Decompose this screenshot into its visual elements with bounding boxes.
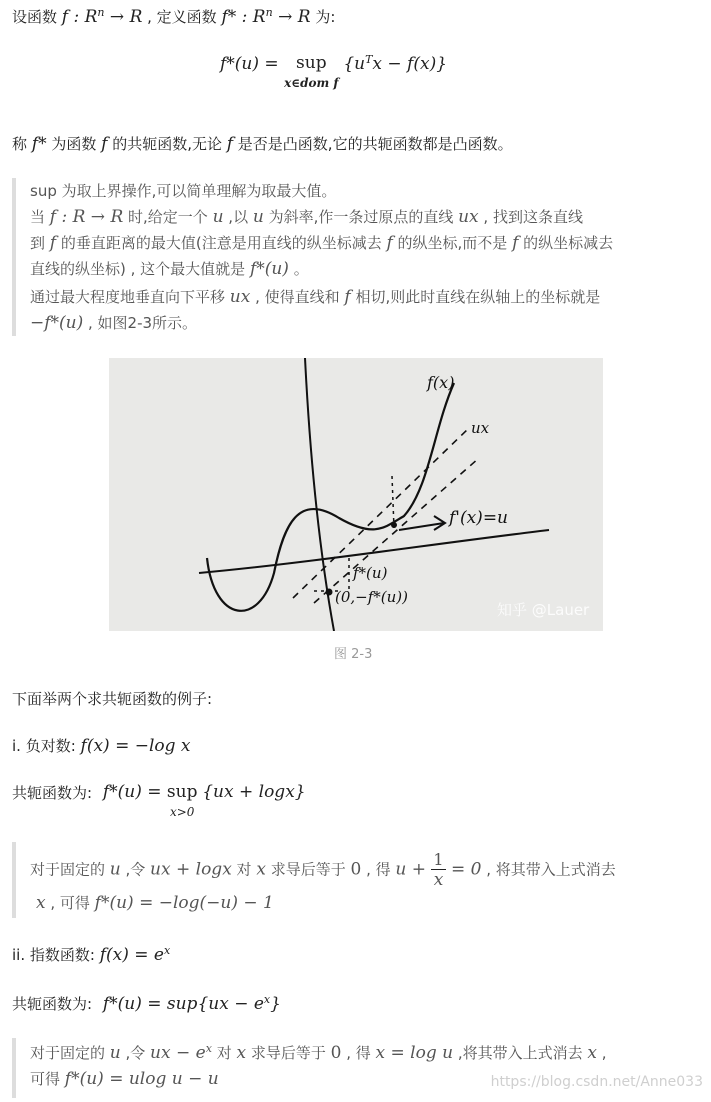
quote-line: [30, 258, 309, 279]
math-sup: x: [263, 993, 271, 1006]
example-1-quote: [12, 842, 711, 918]
math: u: [109, 859, 121, 880]
quote-line: [30, 850, 616, 890]
text: 求导后等于: [246, 1044, 331, 1062]
text: , 使得直线和: [250, 288, 345, 306]
text: ,令: [120, 1044, 151, 1062]
math: x = log u: [375, 1043, 454, 1063]
text: 的共轭函数,无论: [107, 135, 227, 153]
math: 0: [350, 859, 362, 880]
figure-caption: 图 2-3: [334, 647, 373, 662]
math: → R: [272, 7, 311, 27]
text: 为:: [315, 8, 336, 26]
text: , 将其带入上式消去: [481, 860, 616, 879]
example-2-title: [12, 944, 170, 965]
math: }: [270, 994, 281, 1014]
quote-line: [36, 892, 274, 913]
text: 共轭函数为:: [12, 995, 97, 1013]
text: , 找到这条直线: [478, 208, 583, 226]
text: ii. 指数函数:: [12, 946, 100, 964]
text: 为函数: [46, 135, 102, 153]
label-fstar: f*(u): [353, 564, 388, 582]
page-watermark: https://blog.csdn.net/Anne033: [490, 1074, 703, 1090]
math: f: [386, 233, 393, 253]
quote-line: [30, 1068, 219, 1089]
text: 称: [12, 135, 32, 153]
text: , 可得: [45, 894, 95, 912]
math: −f*(u): [30, 313, 84, 333]
conjugate-note: [12, 133, 513, 154]
text: , 得: [361, 860, 396, 879]
example-1-conjugate: [12, 782, 306, 820]
math-sup: n: [97, 6, 105, 19]
math: f*(u) =: [102, 782, 167, 802]
explanation-quote: [12, 178, 711, 336]
tangent-line: [314, 458, 479, 603]
label-derivative: f'(x)=u: [449, 508, 509, 528]
sup-subscript: x>0: [169, 805, 195, 819]
math: x: [587, 1043, 597, 1063]
quote-line: [30, 206, 583, 227]
label-ux: ux: [471, 419, 490, 437]
sup-subscript: x∈dom f: [284, 76, 339, 90]
fraction-denominator: x: [433, 870, 444, 890]
fraction-numerator: 1: [433, 850, 444, 869]
text: 到: [30, 234, 50, 252]
math-sup: T: [365, 53, 373, 66]
quote-line: [30, 1042, 607, 1063]
quote-line: [30, 312, 197, 333]
quote-line: [30, 232, 613, 253]
hand-drawn-sketch: [109, 358, 603, 631]
text: 可得: [30, 1070, 65, 1088]
intercept-point: [326, 589, 333, 596]
math: u +: [395, 859, 432, 880]
math: f(x) = −log x: [80, 736, 191, 756]
math: u: [212, 207, 224, 227]
figure-2-3-photo: [109, 358, 603, 631]
text: 对: [211, 1044, 237, 1062]
text: ,: [596, 1044, 607, 1062]
math: f: [49, 233, 57, 253]
math: f* : R: [221, 7, 266, 27]
text: 的纵坐标减去: [518, 234, 614, 252]
math: f: [101, 134, 108, 154]
intro-line: [12, 6, 335, 27]
text: 时,给定一个: [123, 208, 213, 226]
photo-watermark: 知乎 @Lauer: [497, 601, 590, 619]
math: f: [226, 134, 234, 154]
math: u: [109, 1043, 121, 1063]
math: ux: [458, 207, 479, 227]
text: 对于固定的: [30, 1044, 110, 1062]
text: ,将其带入上式消去: [453, 1044, 588, 1062]
tangent-point: [391, 522, 397, 528]
math: f*(u) = ulog u − u: [64, 1069, 219, 1089]
label-point: (0,−f*(u)): [335, 588, 409, 606]
text: 的纵坐标,而不是: [392, 234, 513, 252]
math: ux + logx: [150, 859, 232, 880]
text: 通过最大程度地垂直向下平移: [30, 288, 230, 306]
text: , 得: [341, 1044, 376, 1062]
math: f*(u) =: [220, 54, 285, 74]
math: ux − e: [150, 1043, 206, 1063]
text: 对: [231, 860, 257, 879]
math: f*(u) = sup{ux − e: [102, 994, 264, 1014]
math: f : R → R: [49, 207, 124, 227]
text: 的垂直距离的最大值(注意是用直线的纵坐标减去: [56, 234, 387, 252]
math: f(x) = e: [99, 945, 164, 965]
math-sup: n: [265, 6, 273, 19]
label-fx: f(x): [427, 373, 455, 392]
math: ux: [229, 287, 251, 307]
math: {u: [343, 54, 366, 74]
math-sup: x: [163, 944, 171, 957]
examples-intro: 下面举两个求共轭函数的例子:: [12, 690, 213, 708]
text: 对于固定的: [30, 860, 110, 879]
text: 。: [288, 260, 309, 278]
math: {ux + logx}: [202, 782, 306, 802]
text: 是否是凸函数,它的共轭函数都是凸函数。: [233, 135, 513, 153]
math: f*(u): [249, 259, 289, 279]
example-2-conjugate: [12, 993, 281, 1014]
text: 求导后等于: [265, 860, 351, 879]
math: x: [236, 1043, 247, 1063]
math: u: [252, 207, 264, 227]
math: f: [512, 233, 519, 253]
quote-line: [30, 286, 600, 307]
text: 共轭函数为:: [12, 784, 97, 802]
text: , 如图2-3所示。: [83, 314, 198, 332]
text: i. 负对数:: [12, 737, 81, 755]
math: f*: [31, 134, 47, 154]
text: ,令: [120, 860, 151, 879]
text: 为斜率,作一条过原点的直线: [263, 208, 459, 226]
text: ,以: [223, 208, 253, 226]
math: x: [256, 859, 266, 880]
text: 相切,则此时直线在纵轴上的坐标就是: [350, 288, 601, 306]
math-sup: x: [205, 1042, 212, 1055]
text: , 定义函数: [142, 8, 222, 26]
math: f*(u) = −log(−u) − 1: [94, 893, 274, 913]
math: x: [36, 893, 46, 913]
math: f: [344, 287, 351, 307]
math: f : R: [61, 7, 98, 27]
math: x − f(x)}: [372, 54, 448, 74]
example-1-title: [12, 735, 191, 756]
text: 直线的纵坐标) , 这个最大值就是: [30, 260, 250, 278]
sup-operator: sup: [296, 53, 327, 73]
text: 当: [30, 208, 50, 226]
sup-operator: sup: [166, 782, 198, 802]
quote-line: sup 为取上界操作,可以简单理解为取最大值。: [30, 182, 337, 200]
definition-formula: [220, 53, 447, 91]
math: → R: [104, 7, 143, 27]
math: = 0: [445, 859, 482, 880]
f-curve: [207, 383, 454, 611]
distance-line: [392, 476, 394, 528]
text: 设函数: [12, 8, 62, 26]
math: 0: [330, 1043, 342, 1063]
